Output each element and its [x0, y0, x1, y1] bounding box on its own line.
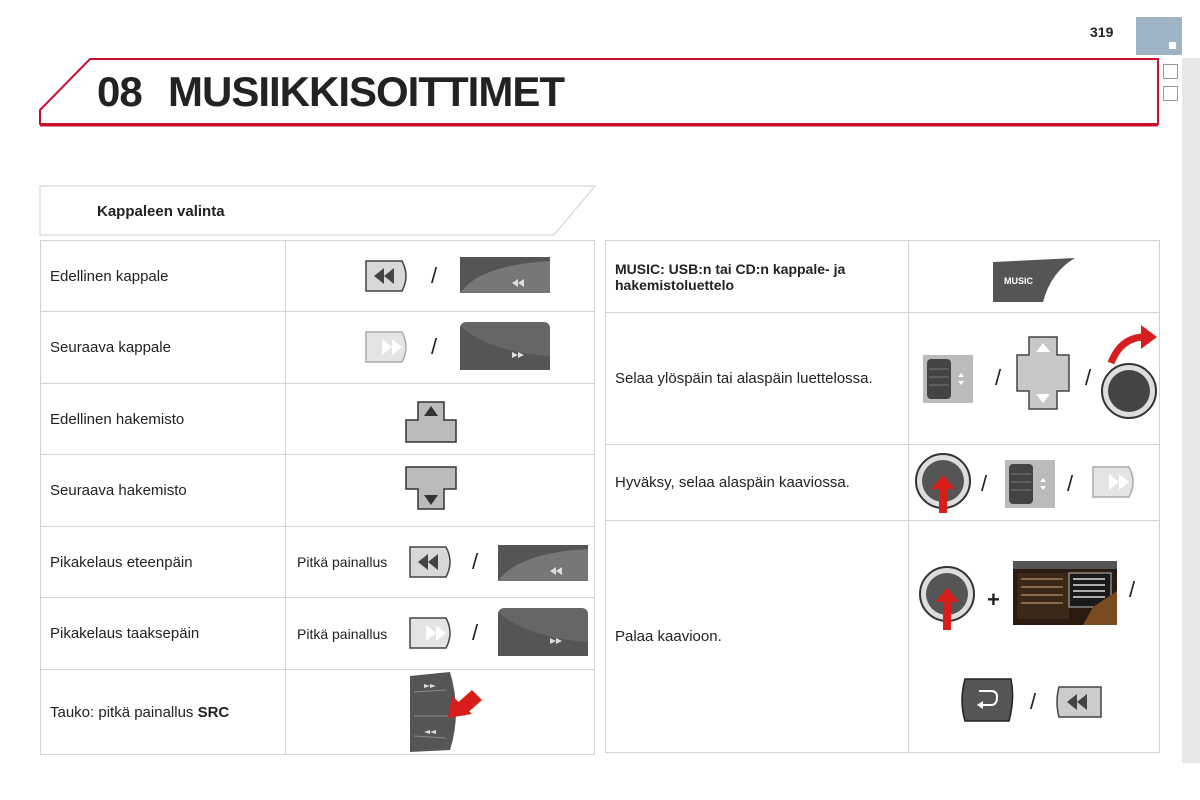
- rewind-button-icon: [408, 545, 456, 579]
- icon-cell: [286, 384, 595, 455]
- long-press-note: Pitkä painallus: [297, 554, 388, 570]
- row-label: Seuraava kappale: [41, 312, 286, 384]
- row-label: Palaa kaavioon.: [606, 521, 909, 753]
- forward-button-icon: [408, 616, 456, 650]
- table-row: [41, 670, 595, 755]
- row-label-text: Tauko: pitkä painallus: [50, 703, 198, 721]
- table-row: [41, 598, 595, 670]
- table-row: [606, 313, 1160, 445]
- row-label: Seuraava hakemisto: [41, 455, 286, 527]
- arrow-icon: [1111, 325, 1157, 363]
- rotary-knob-icon: [917, 566, 977, 632]
- steering-control-icon: [460, 255, 552, 295]
- icon-cell: [286, 455, 595, 527]
- row-label: Pikakelaus taaksepäin: [41, 598, 286, 670]
- steering-control-icon: [498, 608, 590, 658]
- table-row: [606, 445, 1160, 521]
- thumbwheel-icon: [923, 355, 975, 405]
- row-label: Hyväksy, selaa alaspäin kaaviossa.: [606, 445, 909, 521]
- row-label: Pikakelaus eteenpäin: [41, 527, 286, 598]
- up-button-icon: [404, 396, 458, 444]
- table-row: [41, 312, 595, 384]
- separator: /: [431, 334, 438, 359]
- icon-cell: [286, 670, 595, 755]
- row-label: MUSIC: USB:n tai CD:n kappale- ja hakemistoluettelo: [606, 241, 909, 313]
- separator: /: [1129, 577, 1136, 602]
- icon-cell: [909, 241, 1160, 313]
- icon-cell: [909, 313, 1160, 445]
- screen-menu-icon: [1013, 561, 1117, 625]
- row-label: Selaa ylöspäin tai alaspäin luettelossa.: [606, 313, 909, 445]
- icon-cell: [286, 527, 595, 598]
- page-number: 319: [1090, 24, 1114, 40]
- separator: /: [431, 263, 438, 288]
- row-label: [41, 670, 286, 755]
- forward-button-icon: [364, 330, 412, 364]
- row-label: Edellinen hakemisto: [41, 384, 286, 455]
- src-label: SRC: [197, 703, 230, 721]
- chapter-number: 08: [97, 68, 142, 115]
- thumbwheel-icon: [1005, 460, 1057, 510]
- rotary-knob-icon: [913, 453, 973, 515]
- table-row: [41, 455, 595, 527]
- table-row: [606, 241, 1160, 313]
- separator: /: [995, 365, 1002, 390]
- section-title: Kappaleen valinta: [97, 203, 225, 220]
- page-title: MUSIIKKISOITTIMET: [168, 68, 564, 115]
- row-label: Edellinen kappale: [41, 241, 286, 312]
- table-row: [606, 521, 1160, 753]
- right-table: [605, 240, 1160, 753]
- table-row: [41, 241, 595, 312]
- separator: /: [981, 471, 988, 496]
- icon-cell: [286, 598, 595, 670]
- rewind-button-icon: [364, 259, 412, 293]
- separator: /: [1085, 365, 1092, 390]
- long-press-note: Pitkä painallus: [297, 626, 388, 642]
- chapter-tab: [1136, 17, 1182, 55]
- nav-square-icon: [1163, 86, 1178, 101]
- steering-control-icon: [498, 543, 590, 583]
- plus-sign: +: [987, 587, 1000, 612]
- src-control-icon: [410, 672, 490, 752]
- rotary-knob-icon: [1099, 323, 1161, 419]
- music-button-icon: [993, 258, 1075, 302]
- separator: /: [472, 549, 479, 574]
- icon-cell: [286, 312, 595, 384]
- steering-control-icon: [460, 322, 552, 372]
- icon-cell: [909, 445, 1160, 521]
- down-button-icon: [404, 465, 458, 515]
- music-label: MUSIC: [1004, 276, 1033, 286]
- icon-cell: [909, 521, 1160, 753]
- separator: /: [1030, 689, 1037, 714]
- sidebar-strip: [1182, 58, 1200, 763]
- forward-button-icon: [1091, 465, 1139, 499]
- up-down-pad-icon: [1015, 335, 1071, 411]
- separator: /: [472, 620, 479, 645]
- nav-square-icon: [1163, 64, 1178, 79]
- icon-cell: [286, 241, 595, 312]
- table-row: [41, 527, 595, 598]
- separator: /: [1067, 471, 1074, 496]
- left-table: [40, 240, 595, 755]
- back-button-icon: [957, 677, 1015, 723]
- table-row: [41, 384, 595, 455]
- rewind-button-icon: [1053, 685, 1105, 721]
